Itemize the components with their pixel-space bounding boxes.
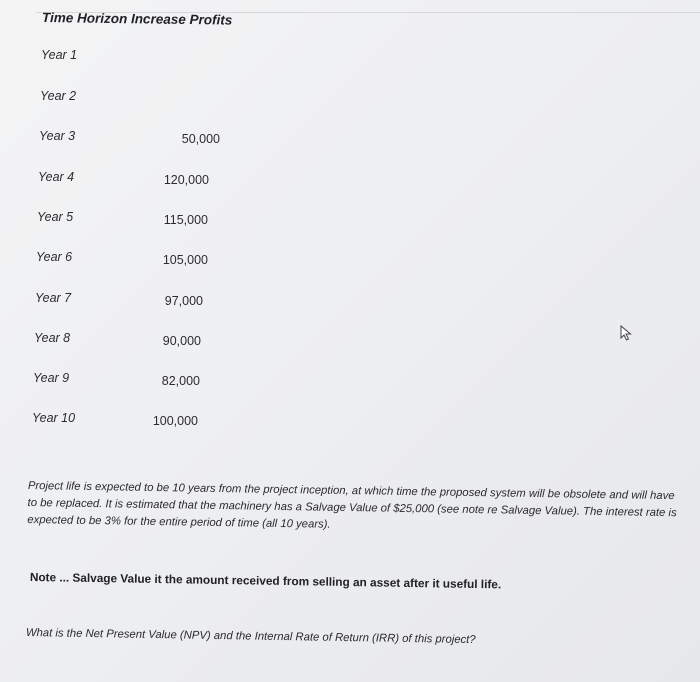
year-label: Year 9	[33, 371, 70, 385]
table-row	[40, 89, 280, 109]
year-label: Year 1	[41, 48, 78, 62]
table-row	[34, 331, 274, 351]
year-label: Year 7	[35, 291, 72, 305]
question-text: What is the Net Present Value (NPV) and the Internal Rate of Return (IRR) of this project?	[25, 627, 476, 647]
table-row	[36, 250, 276, 270]
profit-amount: 100,000	[152, 414, 198, 428]
table-row	[32, 411, 272, 431]
year-label: Year 3	[39, 129, 76, 143]
table-row	[37, 210, 277, 230]
profit-amount: 120,000	[163, 173, 209, 187]
year-label: Year 4	[38, 170, 75, 184]
project-description: Project life is expected to be 10 years from the project inception, at which time the proposed system will be obsolete and will have to be replaced. It is estimated that the machinery has a Salvage Value of $25,000 (see note re Salvage Value). The interest rate is expected to be 3% for the entire period of time (all 10 years).	[27, 479, 677, 531]
profit-amount: 115,000	[163, 213, 208, 227]
table-row	[38, 170, 278, 190]
year-label: Year 8	[34, 331, 71, 345]
mouse-pointer-icon	[618, 324, 634, 342]
table-title: Time Horizon Increase Profits	[41, 10, 233, 28]
year-label: Year 10	[32, 411, 76, 425]
table-row	[41, 48, 281, 68]
table-row	[35, 291, 275, 311]
profit-amount: 50,000	[181, 132, 220, 146]
table-row	[39, 129, 279, 149]
profit-amount: 97,000	[164, 294, 203, 308]
salvage-value-note: Note ... Salvage Value it the amount received from selling an asset after it useful life.	[29, 570, 502, 592]
profit-amount: 105,000	[162, 253, 208, 267]
table-row	[33, 371, 273, 391]
year-label: Year 5	[37, 210, 74, 224]
profit-amount: 82,000	[161, 374, 200, 388]
year-label: Year 2	[40, 89, 77, 103]
year-label: Year 6	[36, 250, 73, 264]
profit-amount: 90,000	[162, 334, 201, 348]
